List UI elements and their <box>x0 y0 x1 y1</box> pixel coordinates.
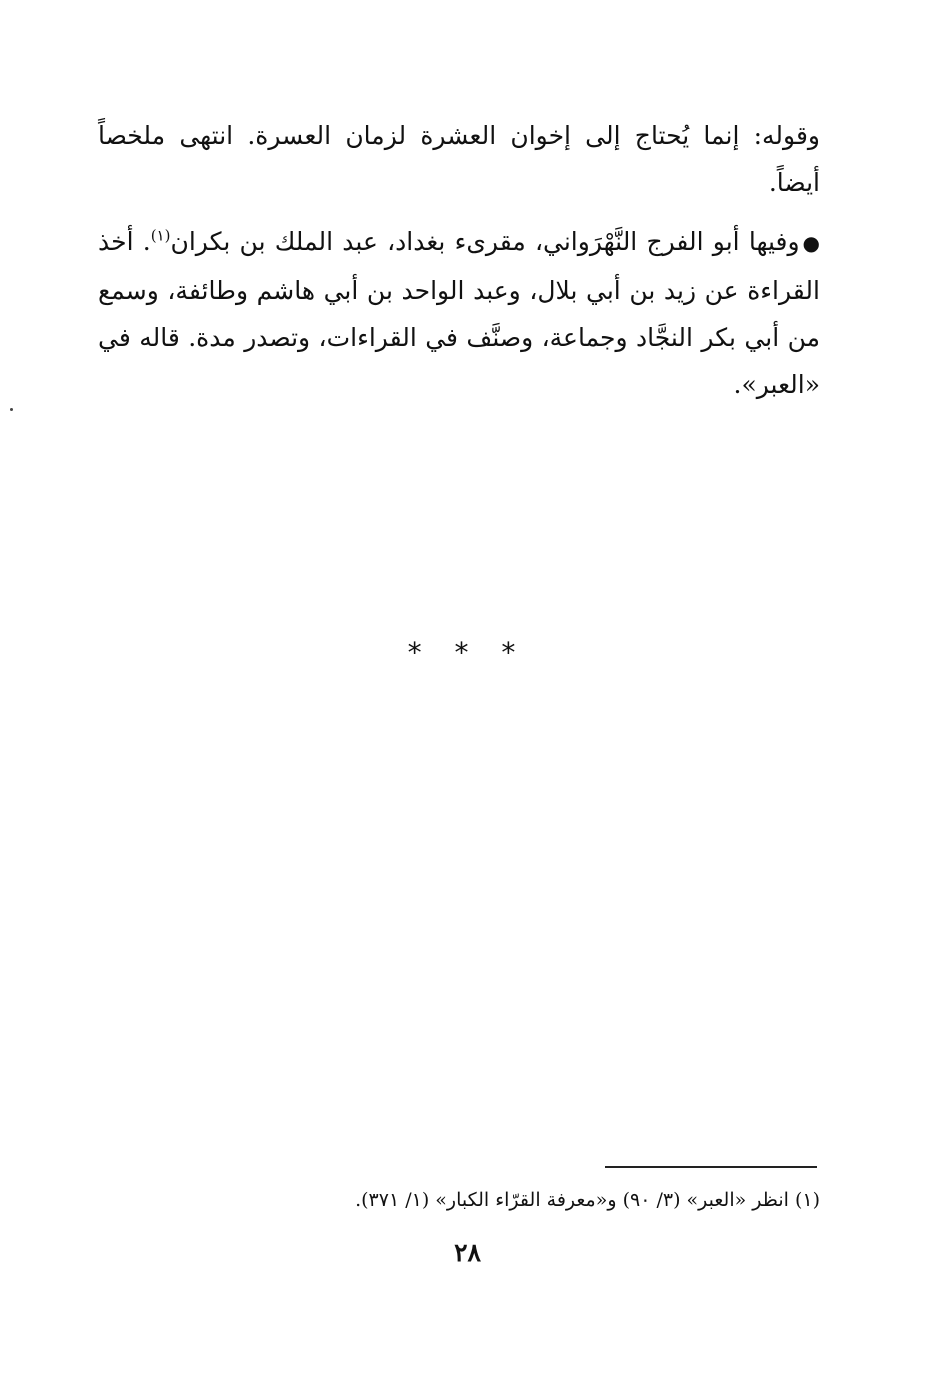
paragraph-2-text <box>98 218 820 408</box>
section-separator: * * * <box>407 636 528 669</box>
footnote-reference: (١) <box>150 226 171 245</box>
footnote: (١) انظر «العبر» (٣/ ٩٠) و«معرفة القرّاء الكبار» (١/ ٣٧١). <box>355 1189 820 1211</box>
paragraph-1 <box>98 112 820 206</box>
paragraph-2-opening: وفيها أبو الفرج النَّهْرَواني، مقرىء بغداد، عبد الملك بن بكران <box>170 227 800 256</box>
paragraph-2 <box>98 218 820 408</box>
bullet-icon: ● <box>802 231 820 255</box>
scan-speck <box>10 408 13 411</box>
footnote-divider <box>605 1166 817 1168</box>
paragraph-2-body: . أخذ القراءة عن زيد بن أبي بلال، وعبد الواحد بن أبي هاشم وطائفة، وسمع من أبي بكر النجَّاد وجماعة، وصنَّف في القراءات، وتصدر مدة. قاله في «العبر». <box>98 227 820 399</box>
paragraph-1-text: وقوله: إنما يُحتاج إلى إخوان العشرة لزمان العسرة. انتهى ملخصاً أيضاً. <box>98 121 820 197</box>
page-number: ٢٨ <box>454 1238 481 1267</box>
